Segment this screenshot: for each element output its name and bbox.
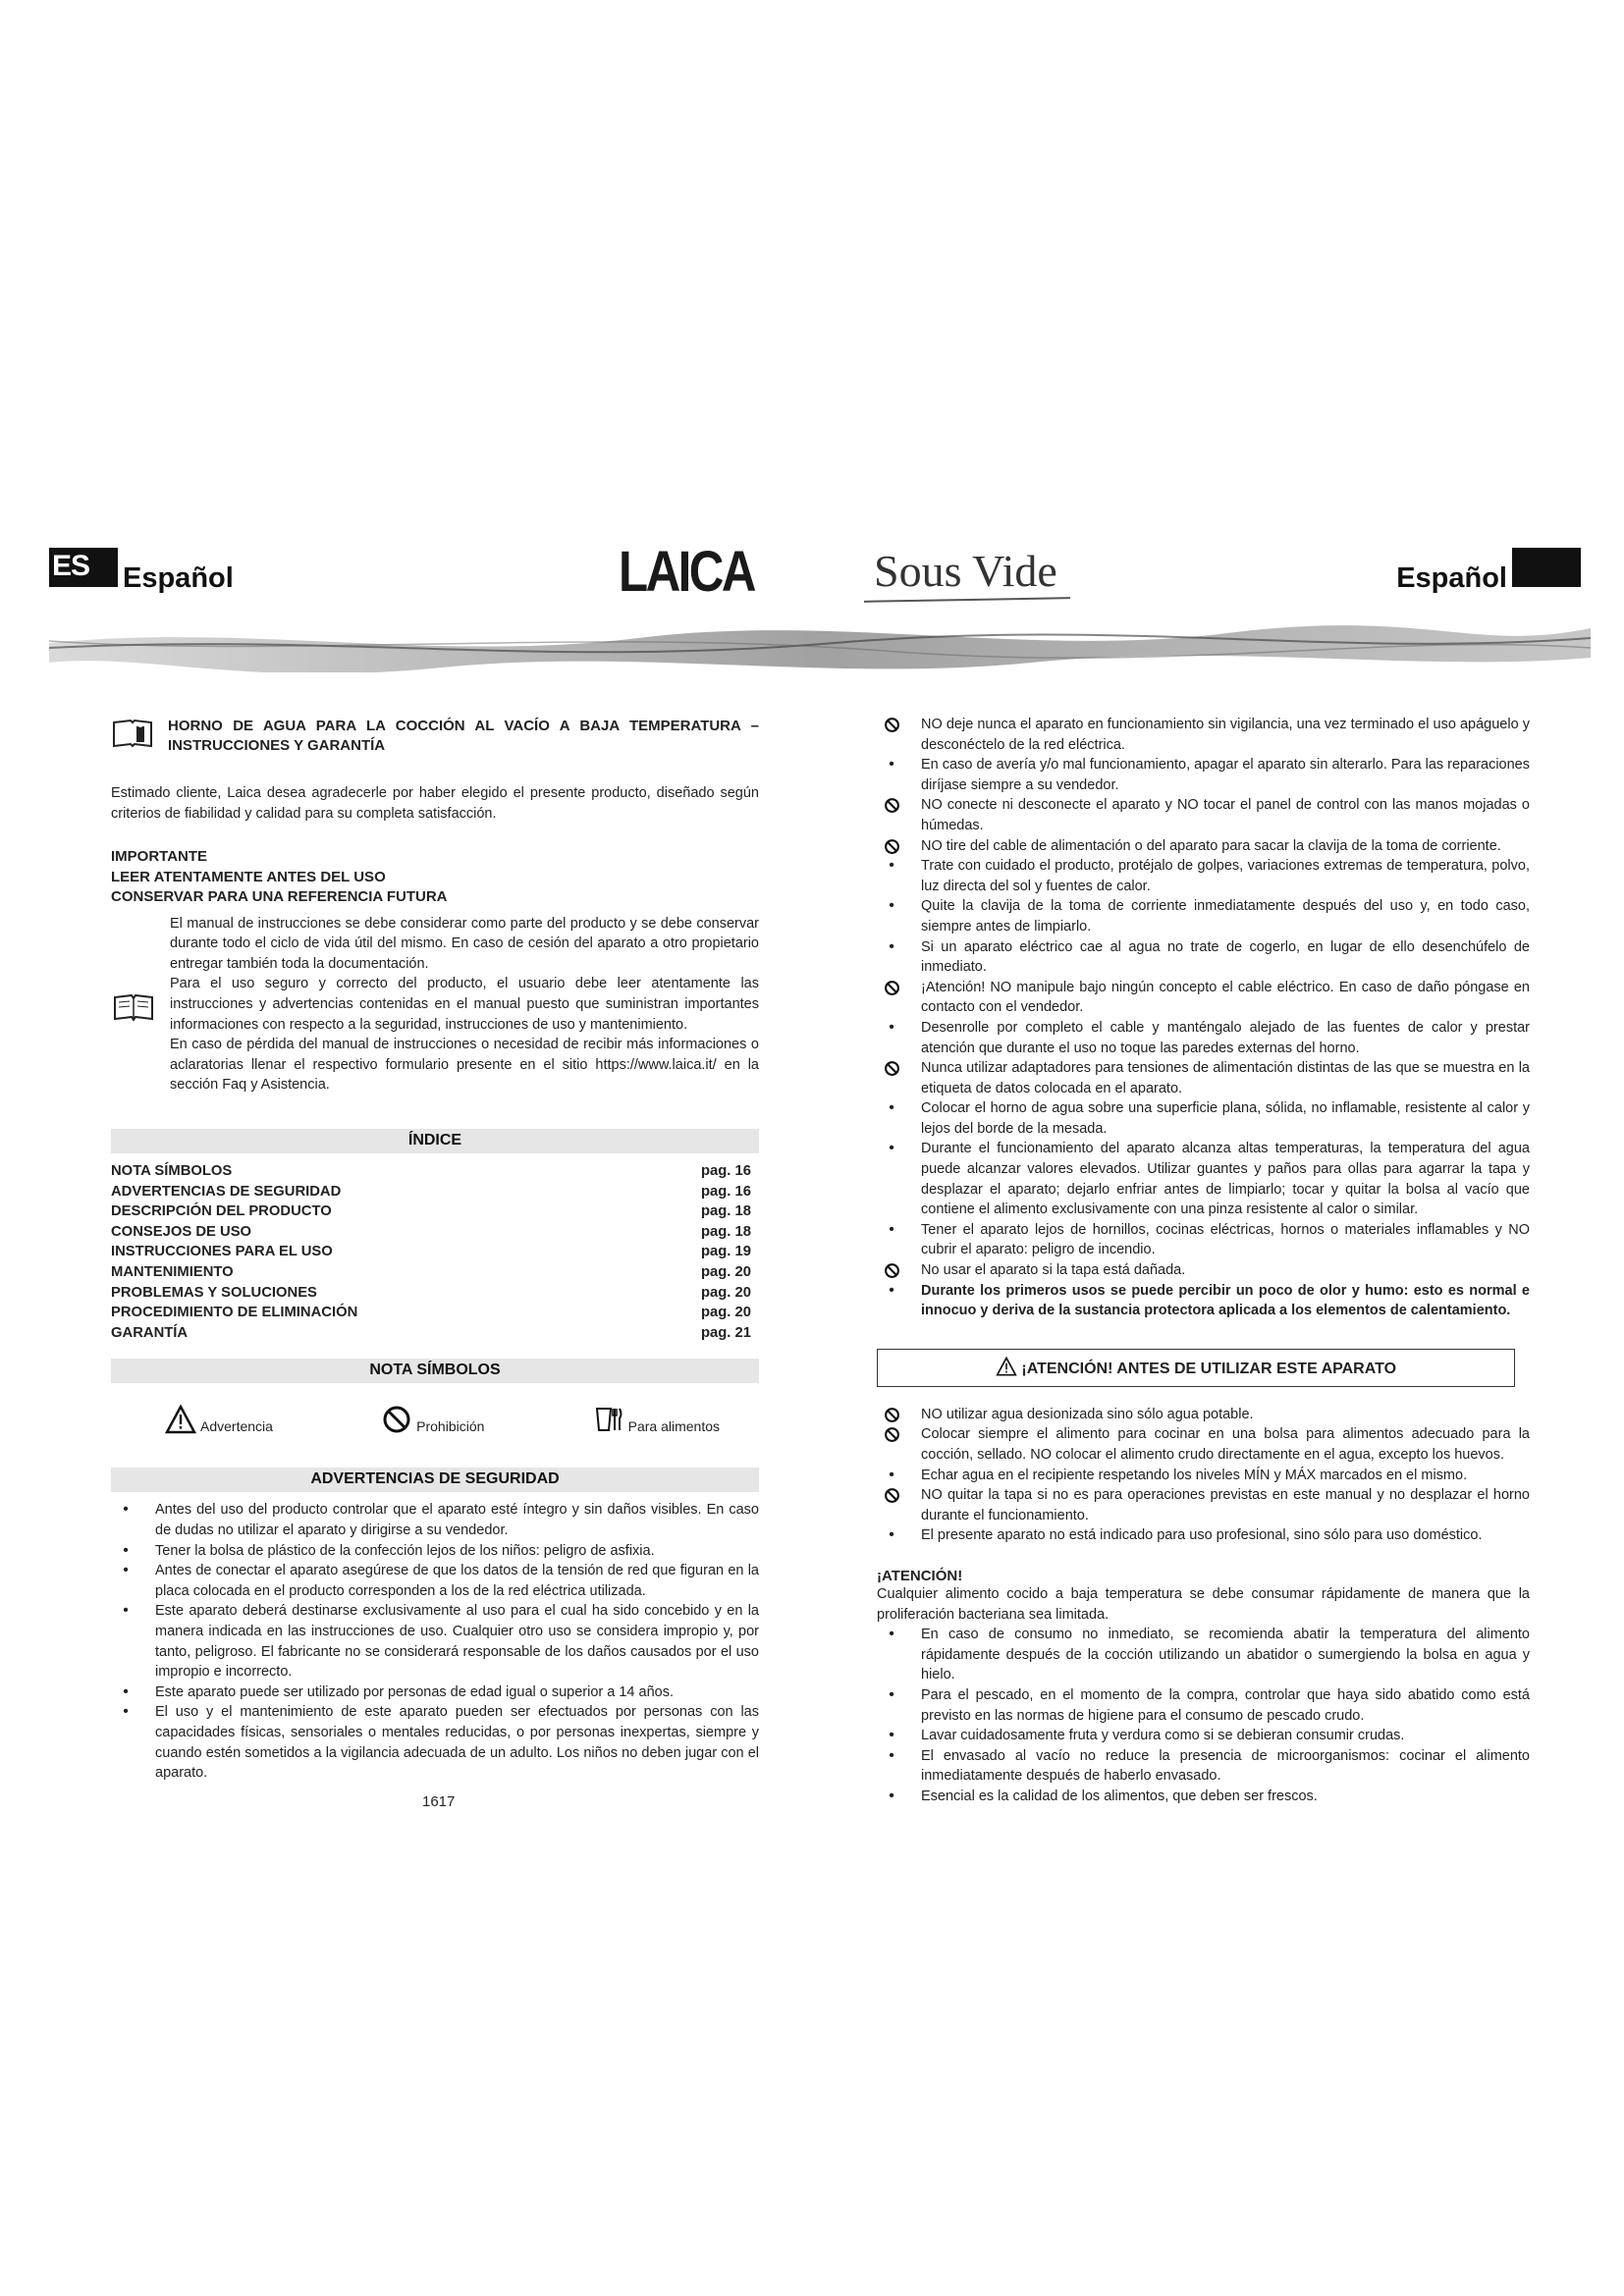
food-safety-list xyxy=(877,1625,1530,1806)
list-item: • Este aparato deberá destinarse exclusivamente al uso para el cual ha sido concebido y en la manera indicada en las instrucciones de uso. Cualquier otro uso se considera impropio y, por tanto, peligroso. El fabricante no se considerará responsable de los daños causados por el uso impropio e incorrecto. xyxy=(111,1601,759,1682)
list-item: • Tener la bolsa de plástico de la confección lejos de los niños: peligro de asfixia. xyxy=(111,1541,759,1562)
bullet-icon xyxy=(877,1018,906,1039)
toc-row[interactable]: DESCRIPCIÓN DEL PRODUCTO pag. 18 xyxy=(111,1203,751,1220)
list-item: Nunca utilizar adaptadores para tensiones de alimentación distintas de las que se muestra en la etiqueta de datos colocada en el aparato. xyxy=(877,1058,1530,1098)
list-item: NO deje nunca el aparato en funcionamiento sin vigilancia, una vez terminado el uso apáguelo y desconéctelo de la red eléctrica. xyxy=(877,715,1530,755)
list-item: • Antes de conectar el aparato asegúrese de que los datos de la tensión de red que figuran en la placa colocada en el producto corresponden a los de la red eléctrica utilizada. xyxy=(111,1561,759,1601)
list-item: • Desenrolle por completo el cable y manténgalo alejado de las fuentes de calor y prestar atención que durante el uso no toque las paredes externas del horno. xyxy=(877,1018,1530,1058)
bullet-icon xyxy=(877,1281,906,1302)
list-item: • Esencial es la calidad de los alimentos, que deben ser frescos. xyxy=(877,1787,1530,1807)
toc-row[interactable]: PROCEDIMIENTO DE ELIMINACIÓN pag. 20 xyxy=(111,1305,751,1321)
language-badge-right xyxy=(1512,548,1581,587)
bullet-icon xyxy=(877,1466,906,1486)
prohibition-icon xyxy=(877,715,906,740)
bullet-icon xyxy=(877,1746,906,1767)
list-item: Colocar siempre el alimento para cocinar en una bolsa para alimentos adecuado para la cocción, sellado. NO colocar el alimento crudo directamente en el agua, excepto los huevos. xyxy=(877,1424,1530,1465)
bullet-icon xyxy=(877,1726,906,1746)
prohibition-icon xyxy=(877,1058,906,1084)
brand-logo: LAICA xyxy=(619,540,754,604)
toc-row[interactable]: ADVERTENCIAS DE SEGURIDAD pag. 16 xyxy=(111,1183,751,1200)
bullet-icon xyxy=(877,1098,906,1119)
list-item: NO conecte ni desconecte el aparato y NO tocar el panel de control con las manos mojadas o húmedas. xyxy=(877,795,1530,835)
attention-heading: ¡ATENCIÓN! xyxy=(877,1567,963,1584)
toc-row[interactable]: CONSEJOS DE USO pag. 18 xyxy=(111,1223,751,1240)
language-label-right: Español xyxy=(1396,562,1507,594)
warning-icon xyxy=(165,1405,196,1434)
list-item: ¡Atención! NO manipule bajo ningún concepto el cable eléctrico. En caso de daño póngase en contacto con el vendedor. xyxy=(877,978,1530,1018)
list-item: • Colocar el horno de agua sobre una superficie plana, sólida, no inflamable, resistente al calor y lejos del borde de la mesada. xyxy=(877,1098,1530,1139)
symbol-prohibition: Prohibición xyxy=(381,1405,484,1434)
list-item: • Este aparato puede ser utilizado por personas de edad igual o superior a 14 años. xyxy=(111,1682,759,1703)
list-item: • En caso de avería y/o mal funcionamiento, apagar el aparato sin alterarlo. Para las reparaciones diríjase siempre a su vendedor. xyxy=(877,755,1530,795)
important-heading: IMPORTANTE LEER ATENTAMENTE ANTES DEL USO CONSERVAR PARA UNA REFERENCIA FUTURA xyxy=(111,848,448,906)
toc-row[interactable]: PROBLEMAS Y SOLUCIONES pag. 20 xyxy=(111,1284,751,1301)
bullet-icon xyxy=(877,937,906,958)
prohibition-icon xyxy=(877,1485,906,1511)
list-item: • Echar agua en el recipiente respetando los niveles MÍN y MÁX marcados en el mismo. xyxy=(877,1466,1530,1486)
prohibition-icon xyxy=(877,1424,906,1450)
list-item: • Durante los primeros usos se puede percibir un poco de olor y humo: esto es normal e innocuo y deriva de la sustancia protectora aplicada a los elementos de calentamiento. xyxy=(877,1281,1530,1321)
list-item: NO tire del cable de alimentación o del aparato para sacar la clavija de la toma de corriente. xyxy=(877,836,1530,857)
document-title: HORNO DE AGUA PARA LA COCCIÓN AL VACÍO A BAJA TEMPERATURA – INSTRUCCIONES Y GARANTÍA xyxy=(111,717,759,756)
bullet-icon xyxy=(877,1139,906,1159)
symbols-heading: NOTA SÍMBOLOS xyxy=(111,1359,759,1383)
product-underline xyxy=(864,597,1070,603)
toc-row[interactable]: MANTENIMIENTO pag. 20 xyxy=(111,1264,751,1280)
before-use-list xyxy=(877,1405,1530,1546)
list-item: • Antes del uso del producto controlar que el aparato esté íntegro y sin daños visibles. En caso de dudas no utilizar el aparato y dirigirse a su vendedor. xyxy=(111,1500,759,1540)
toc-row[interactable]: INSTRUCCIONES PARA EL USO pag. 19 xyxy=(111,1244,751,1260)
toc-row[interactable]: NOTA SÍMBOLOS pag. 16 xyxy=(111,1163,751,1180)
list-item: • El presente aparato no está indicado para uso profesional, sino sólo para uso doméstico. xyxy=(877,1525,1530,1546)
symbol-food: Para alimentos xyxy=(593,1405,720,1434)
list-item: • En caso de consumo no inmediato, se recomienda abatir la temperatura del alimento rápidamente después de la cocción utilizando un abatidor o sumergiendo la bolsa en agua y hielo. xyxy=(877,1625,1530,1685)
list-item: • Trate con cuidado el producto, protéjalo de golpes, variaciones extremas de temperatura, polvo, luz directa del sol y fuentes de calor. xyxy=(877,856,1530,896)
bullet-icon xyxy=(877,755,906,775)
manual-notice: El manual de instrucciones se debe considerar como parte del producto y se debe conservar durante todo el ciclo de vida útil del mismo. En caso de cesión del aparato a otro propietario entregar también toda la documentación. Para el uso seguro y correcto del producto, el usuario debe leer atentamente las instrucciones y advertencias contenidas en el manual puesto que suministran importantes informaciones con respecto a la seguridad, instrucciones de uso y mantenimiento. En caso de pérdida del manual de instrucciones o necesidad de recibir más informaciones o aclaratorias llenar el respectivo formulario presente en el sitio https://www.laica.it/ en la sección Faq y Asistencia. xyxy=(111,914,759,1095)
safety-heading: ADVERTENCIAS DE SEGURIDAD xyxy=(111,1468,759,1492)
language-badge: ES xyxy=(49,548,118,587)
prohibition-icon xyxy=(877,978,906,1003)
language-label-left: Español xyxy=(123,562,234,594)
list-item: NO quitar la tapa si no es para operaciones previstas en este manual y no desplazar el horno durante el funcionamiento. xyxy=(877,1485,1530,1525)
water-splash-banner xyxy=(49,614,1591,672)
bullet-icon xyxy=(877,1220,906,1241)
list-item: • El uso y el mantenimiento de este aparato pueden ser efectuados por personas con las capacidades físicas, sensoriales o mentales reducidas, o por personas inexpertas, siempre y cuando estén sometidos a la vigilancia adecuada de un adulto. Los niños no deben jugar con el aparato. xyxy=(111,1702,759,1783)
symbols-legend xyxy=(111,1391,759,1442)
list-item: • Si un aparato eléctrico cae al agua no trate de cogerlo, en lugar de ello desenchúfelo de inmediato. xyxy=(877,937,1530,978)
page-number: 1617 xyxy=(422,1793,456,1810)
index-heading: ÍNDICE xyxy=(111,1129,759,1153)
bullet-icon xyxy=(877,856,906,877)
list-item: • El envasado al vacío no reduce la presencia de microorganismos: cocinar el alimento inmediatamente después de haberlo envasado. xyxy=(877,1746,1530,1787)
info-book-icon xyxy=(111,719,154,748)
list-item: • Lavar cuidadosamente fruta y verdura como si se debieran consumir crudas. xyxy=(877,1726,1530,1746)
attention-text: Cualquier alimento cocido a baja temperatura se debe consumar rápidamente de manera que la proliferación bacteriana sea limitada. xyxy=(877,1585,1530,1623)
intro-paragraph: Estimado cliente, Laica desea agradecerle por haber elegido el presente producto, diseñado según criterios de fiabilidad y calidad para su completa satisfacción. xyxy=(111,785,759,822)
bullet-icon xyxy=(877,1625,906,1645)
symbol-warning: Advertencia xyxy=(165,1405,273,1434)
list-item: NO utilizar agua desionizada sino sólo agua potable. xyxy=(877,1405,1530,1425)
product-name: Sous Vide xyxy=(874,546,1057,596)
table-of-contents xyxy=(111,1161,759,1343)
list-item: • Tener el aparato lejos de hornillos, cocinas eléctricas, hornos o materiales inflamables y NO cubrir el aparato: peligro de incendio. xyxy=(877,1220,1530,1260)
bullet-icon xyxy=(877,1787,906,1807)
list-item: • Durante el funcionamiento del aparato alcanza altas temperaturas, la temperatura del agua puede alcanzar valores elevados. Utilizar guantes y paños para ollas para agarrar la tapa y desplazar el aparato; dejarlo enfriar antes de limpiarlo; tocar y quitar la bolsa al vacío que contiene el alimento exclusivamente con una pinza resistente al calor o similar. xyxy=(877,1139,1530,1219)
prohibition-icon xyxy=(877,795,906,821)
list-item: • Quite la clavija de la toma de corriente inmediatamente después del uso y, en todo caso, siempre antes de limpiarlo. xyxy=(877,896,1530,936)
right-column xyxy=(877,715,1530,1807)
left-column xyxy=(111,717,759,1784)
prohibition-icon xyxy=(381,1405,412,1434)
list-item: No usar el aparato si la tapa está dañada. xyxy=(877,1260,1530,1281)
list-item: • Para el pescado, en el momento de la compra, controlar que haya sido abatido como está previsto en las normas de higiene para el consumo de pescado crudo. xyxy=(877,1685,1530,1726)
bullet-icon xyxy=(877,896,906,917)
warning-icon xyxy=(996,1357,1017,1376)
warnings-list xyxy=(877,715,1530,1321)
bullet-icon xyxy=(877,1525,906,1546)
bullet-icon xyxy=(877,1685,906,1706)
safety-list xyxy=(111,1500,759,1783)
toc-row[interactable]: GARANTÍA pag. 21 xyxy=(111,1324,751,1341)
open-book-icon xyxy=(113,992,154,1022)
attention-box: ¡ATENCIÓN! ANTES DE UTILIZAR ESTE APARATO xyxy=(877,1349,1515,1387)
food-safe-icon xyxy=(593,1405,624,1434)
